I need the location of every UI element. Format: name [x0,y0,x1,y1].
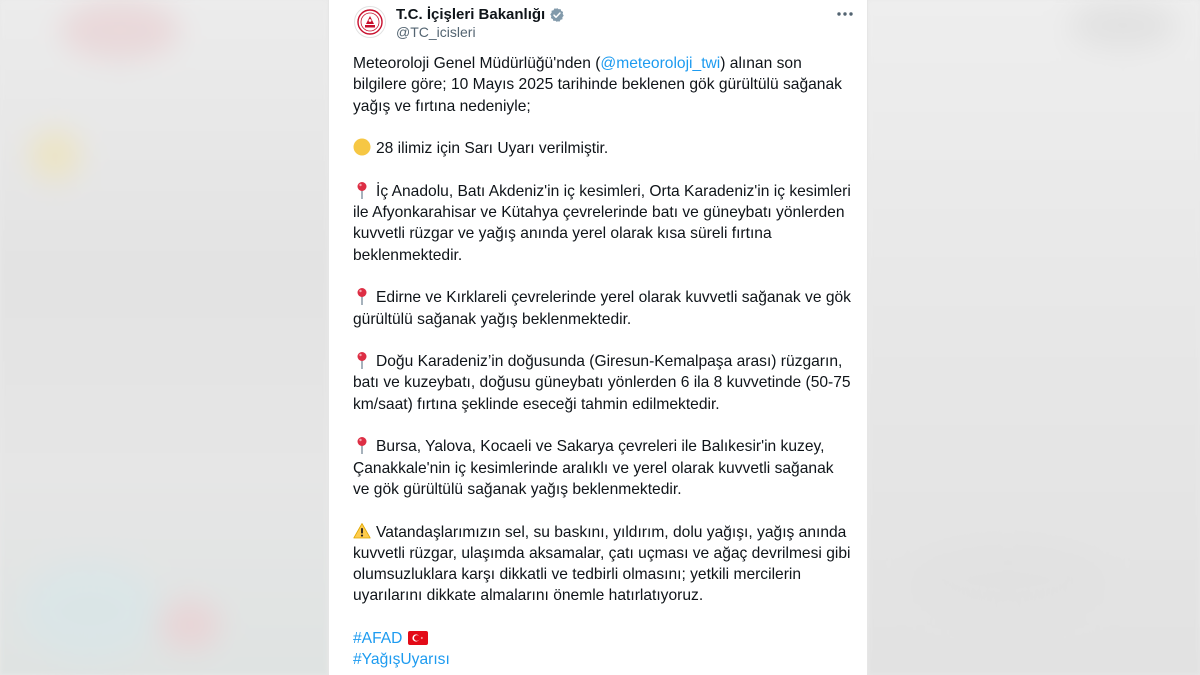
hashtag-yagis-uyarisi[interactable]: #YağışUyarısı [353,651,450,669]
blurred-background-left [0,0,328,675]
author-handle[interactable]: @TC_icisleri [396,24,476,40]
hashtag-line-2 [353,649,853,670]
turkey-flag-icon [408,631,428,645]
round-pushpin-icon [353,436,371,454]
pin-paragraph-2 [353,287,853,330]
yellow-warning-text: 28 ilimiz için Sarı Uyarı verilmiştir. [376,140,609,158]
pin-text-4: Bursa, Yalova, Kocaeli ve Sakarya çevreleri ile Balıkesir'in kuzey, Çanakkale'nin iç kesimlerinde aralıklı ve yerel olarak kuvvetli sağanak ve gök gürültülü sağanak yağış beklenmektedir. [353,438,834,498]
pin-text-2: Edirne ve Kırklareli çevrelerinde yerel olarak kuvvetli sağanak ve gök gürültülü sağanak yağış beklenmektedir. [353,289,851,328]
mention-link[interactable]: @meteoroloji_twi [600,55,721,72]
round-pushpin-icon [353,351,371,369]
pin-paragraph-1 [353,181,853,266]
author-avatar[interactable] [354,6,386,38]
ministry-emblem-icon [355,7,385,37]
pin-text-1: İç Anadolu, Batı Akdeniz'in iç kesimleri, Orta Karadeniz'in iç kesimleri ile Afyonkarahisar ve Kütahya çevrelerinde batı ve güneybatı yönlerden kuvvetli rüzgar ve yağış anında yerel olarak kısa süreli fırtına beklenmektedir. [353,182,851,264]
more-options-button[interactable] [833,4,857,24]
hashtag-line-1 [353,628,853,649]
pin-paragraph-4 [353,436,853,500]
more-horizontal-icon [836,11,854,17]
caution-text: Vatandaşlarımızın sel, su baskını, yıldırım, dolu yağışı, yağış anında kuvvetli rüzgar, ulaşımda aksamalar, çatı uçması ve ağaç devrilmesi gibi olumsuzluklara karşı dikkatli ve tedbirli olmasını; yetkili mercilerin uyarılarını dikkate almalarını önemle hatırlatıyoruz. [353,523,851,605]
author-name-row[interactable] [396,6,565,24]
verified-badge-icon [549,7,565,23]
tweet-card [328,0,868,675]
warning-sign-icon [353,522,371,540]
tweet-body [353,53,853,671]
round-pushpin-icon [353,287,371,305]
intro-text-before: Meteoroloji Genel Müdürlüğü'nden ( [353,55,601,72]
hashtag-afad[interactable]: #AFAD [353,630,403,648]
pin-text-3: Doğu Karadeniz’in doğusunda (Giresun-Kemalpaşa arası) rüzgarın, batı ve kuzeybatı, doğusu güneybatı yönlerden 6 ila 8 kuvvetinde (50-75 km/saat) fırtına şeklinde eseceği tahmin edilmektedir. [353,353,851,413]
yellow-warning-paragraph [353,138,853,159]
yellow-circle-icon [353,138,371,156]
blurred-background-right [868,0,1200,675]
intro-text-after: ) alınan son bilgilere göre; 10 Mayıs 2025 tarihinde beklenen gök gürültülü sağanak yağış ve fırtına nedeniyle; [353,55,842,115]
pin-paragraph-3 [353,351,853,415]
round-pushpin-icon [353,181,371,199]
author-display-name[interactable]: T.C. İçişleri Bakanlığı [396,6,546,23]
intro-paragraph [353,53,853,117]
caution-paragraph [353,522,853,607]
